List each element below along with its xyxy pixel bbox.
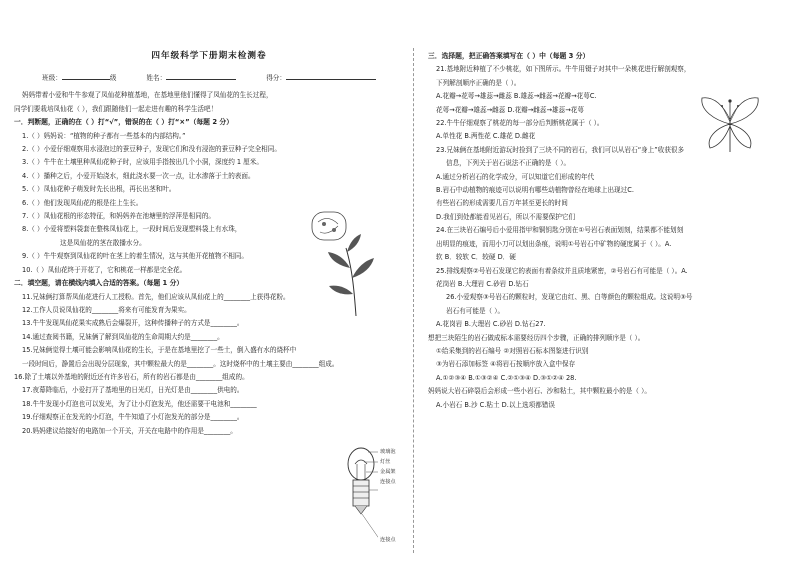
question-item: A.小岩石 B.沙 C.粘土 D.以上选项都错误 <box>436 400 555 409</box>
question-item: 6.（ ）他们发现凤仙花的根是往上生长。 <box>22 198 143 207</box>
section-heading: 一．判断题，正确的在（ ）打“√”，错误的在（ ）打“×”（每题 2 分） <box>14 118 234 127</box>
section-heading: 三．选择题，把正确答案填写在（ ）中（每题 3 分） <box>428 52 590 60</box>
question-item: 24.在三块岩石编号后小爱用指甲和铜钥匙分别在①号岩石表面划刻，结果都不能划刻 <box>436 226 684 235</box>
question-item: 25.排线观察②号岩石发现它的表面有着条纹并且质地紧密，②号岩石有可能是（ ）。A. <box>436 266 688 275</box>
class-field[interactable]: 班级： 级 <box>42 74 117 82</box>
question-item: 信息，下列关于岩石说法不正确的是（ ）。 <box>446 159 571 168</box>
section-heading: 二．填空题，请在横线内填入合适的答案。（每题 1 分） <box>14 279 184 288</box>
question-item: B.岩石中动植物的痕迹可以说明有哪些动植物曾经在地球上出现过C. <box>436 186 634 195</box>
question-item: 9.（ ）牛牛观察到凤仙花的叶在茎上的着生情况，这与其他开花植物不相同。 <box>22 252 248 261</box>
question-item: 26.小爱观察③号岩石的颗粒时，发现它由红、黑、白等颜色的颗粒组成。这说明③号 <box>446 293 693 302</box>
question-item: 7.（ ）凤仙花根的形态特征，和妈妈养在池塘里的浮萍是相同的。 <box>22 212 216 221</box>
question-item: 20.妈妈建议给接好的电路加一个开关，开关在电路中的作用是________。 <box>22 426 237 435</box>
question-item: 岩石有可能是（ ）。 <box>446 306 505 315</box>
question-item: 15.兄妹俩觉得土壤可能会影响凤仙花的生长，于是在基地里挖了一些土，倒入盛有水的烧杯中 <box>22 346 297 355</box>
question-item: 18.牛牛发现小灯泡也可以发光，为了让小灯泡发光，他还需要干电池和________ <box>22 399 257 408</box>
question-item: 下列解剖顺序正确的是（ ）。 <box>436 78 521 87</box>
question-item: A.通过分析岩石的化学成分，可以知道它们形成的年代 <box>436 172 595 181</box>
question-item: 4.（ ）播种之后，小爱开始浇水，细此浇水要一次一点，让水渗落于土的表面。 <box>22 171 255 180</box>
question-item: 13.牛牛发现凤仙花果实成熟后会爆裂开，这种传播种子的方式是________。 <box>22 319 244 328</box>
bulb-label: 金属架 <box>380 469 396 475</box>
light-bulb-figure <box>344 440 414 552</box>
question-item: 花萼→花瓣→雄蕊→雌蕊 D.花瓣→雌蕊→雄蕊→花萼 <box>436 105 584 114</box>
question-item: 11.兄妹俩打算帮凤仙花进行人工授粉。首先，他们应该从凤仙花上的________上获得花粉。 <box>22 292 290 301</box>
question-item: 8.（ ）小爱将塑料袋套在整株凤仙花上，一段时间后发现塑料袋上有水珠， <box>22 225 242 234</box>
question-item: 软 B．较软 C．较硬 D．硬 <box>436 253 516 262</box>
question-item: 14.通过查阅书籍，兄妹俩了解到凤仙花的生命周期大约是________。 <box>22 332 224 341</box>
question-item: 花岗岩 B.大理岩 C.砂岩 D.钻石 <box>436 279 529 288</box>
question-item: 这是凤仙花的茎在散播水分。 <box>60 238 146 247</box>
question-item: ①给采集到的岩石编号 ②对照岩石标本图鉴进行识别 <box>436 346 589 355</box>
seedling-plant-figure <box>306 208 378 318</box>
question-item: A.单性花 B.两性花 C.雄花 D.雌花 <box>436 132 536 141</box>
question-item: 3.（ ）牛牛在土壤里种凤仙花种子时，应该用手指按出几个小洞，深度约 1 厘米。 <box>22 158 263 167</box>
question-item: 2.（ ）小爱仔细观察用水浸泡过的蚕豆种子，发现它们和没有浸泡的蚕豆种子完全相同。 <box>22 145 281 154</box>
question-item: 17.夜幕降临后，小爱打开了基地里的日光灯，日光灯是由________供电的。 <box>22 386 244 395</box>
page-title: 四年级科学下册期末检测卷 <box>151 51 267 61</box>
intro-line: 同学们要栽培凤仙花（ ），我们跟随他们一起走进有趣的科学生活吧！ <box>14 104 218 113</box>
question-item: 22.牛牛仔细观察了桃花的每一部分后判断桃花属于（ ）。 <box>436 119 604 128</box>
question-item: 5.（ ）凤仙花种子萌发时先长出根，再长出茎和叶。 <box>22 185 176 194</box>
name-field[interactable]: 姓名： <box>146 72 236 85</box>
question-item: 1.（ ）妈妈说：“植物的种子都有一些基本的内部结构。” <box>22 131 186 140</box>
question-item: 想把三块陌生的岩石做成标本需要经历四个步骤，正确的排列顺序是（ ）。 <box>428 333 645 342</box>
question-item: D.我们到处都能看见岩石，所以不需要保护它们 <box>436 212 576 221</box>
question-item: A.①②③④ B.①③②④ C.②①③④ D.③①②④ 28. <box>436 373 577 382</box>
question-item: 21.基地附近种植了不少桃花，如下图所示。牛牛用镊子对其中一朵桃花进行解剖观察， <box>436 65 691 74</box>
bulb-label: 连接点 <box>380 479 396 485</box>
peach-flower-figure <box>694 90 766 154</box>
question-item: ③为岩石添加标签 ④将岩石按顺序放入盒中保存 <box>436 360 576 369</box>
question-item: A.花瓣→花萼→雄蕊→雌蕊 B.雄蕊→雌蕊→花瓣→花萼C. <box>436 92 597 101</box>
question-item: 23.兄妹俩在基地附近游玩时捡到了三块不同的岩石，我们可以从岩石“身上”收获很多 <box>436 145 685 154</box>
question-item: 妈妈说大岩石碎裂后会形成一些小岩石、沙和粘土，其中颗粒最小的是（ ）。 <box>428 387 651 396</box>
question-item: 19.仔细观察正在发光的小灯泡，牛牛知道了小灯泡发光的部分是________。 <box>22 413 244 422</box>
intro-line: 妈妈带着小爱和牛牛参观了凤仙花种植基地，在基地里他们懂得了凤仙花的生长过程， <box>22 91 273 100</box>
bulb-label: 连接点 <box>380 537 396 543</box>
question-item: 出明显的痕迹，而用小刀可以划出条痕，说明①号岩石中矿物的硬度属于（ ）。A. <box>436 239 672 248</box>
question-item: 有些岩石的形成需要几百万年甚至更长的时间 <box>436 199 568 208</box>
question-item: 一段时间后，静置后会出现分层现象，其中颗粒最大的是________。这时烧杯中的土壤主要由________组成。 <box>22 359 339 368</box>
score-field[interactable]: 得分： <box>266 72 376 85</box>
bulb-label: 玻璃泡 <box>380 449 396 455</box>
question-item: A.花岗岩 B.大理岩 C.砂岩 D.钻石27. <box>436 320 546 329</box>
question-item: 10.（ ）凤仙花终于开花了，它和桃花一样都是完全花。 <box>22 265 187 274</box>
question-item: 12.工作人员说凤仙花的________将来有可能发育为果实。 <box>22 305 191 314</box>
student-info <box>14 72 404 85</box>
bulb-label: 灯丝 <box>380 459 391 465</box>
question-item: 16.除了土壤以外基地的附近还有许多岩石，所有的岩石都是由________组成的。 <box>14 372 249 381</box>
